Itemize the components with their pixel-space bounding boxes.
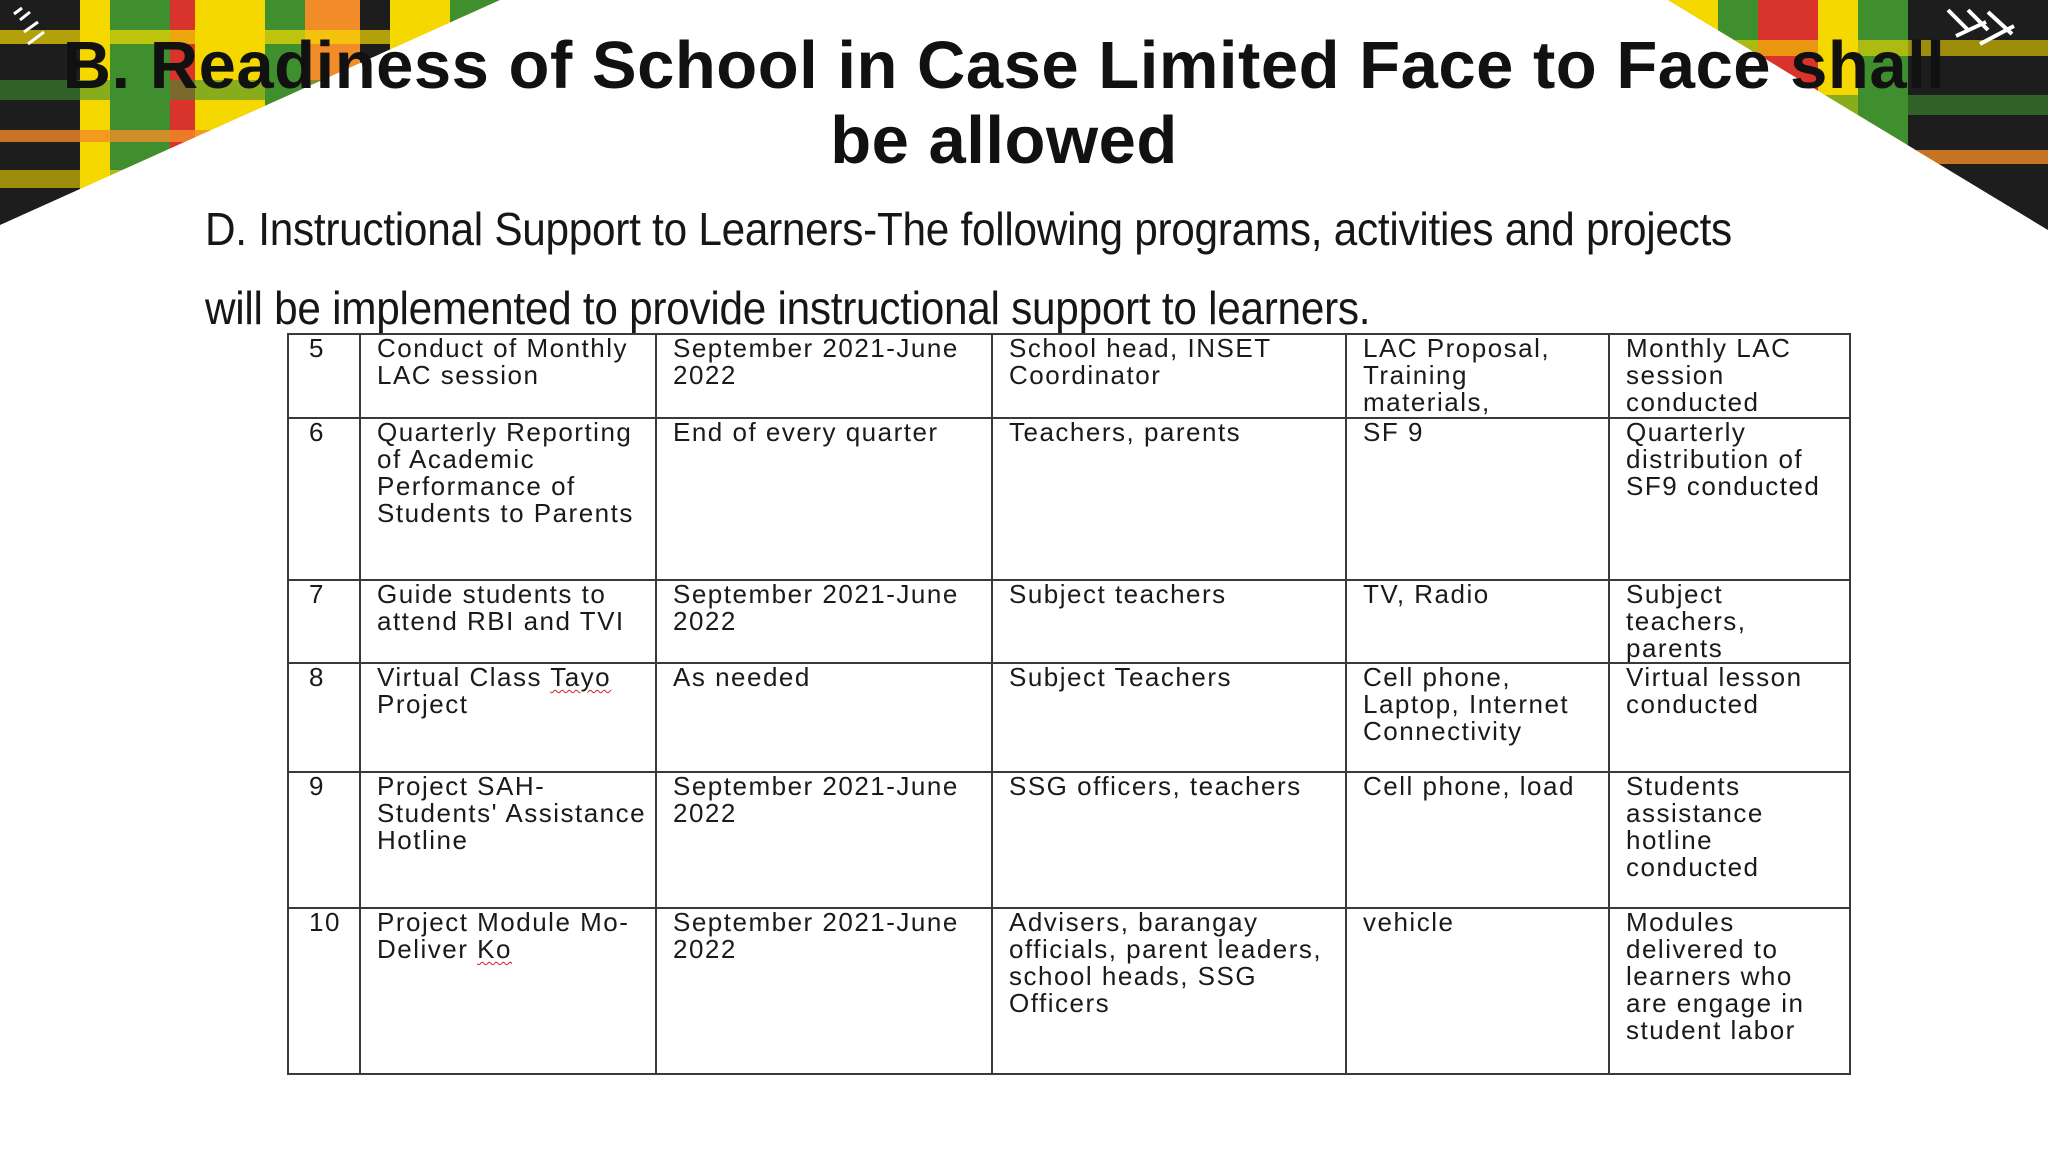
activity-cell: Conduct of Monthly LAC session [360, 334, 656, 418]
activity-text-part: Project Module Mo- Deliver [377, 908, 630, 964]
resources-cell: LAC Proposal, Training materials, [1346, 334, 1609, 418]
success-indicator-cell: Monthly LAC session conducted [1609, 334, 1850, 418]
persons-involved-cell: Teachers, parents [992, 418, 1346, 580]
row-number: 10 [288, 908, 360, 1074]
activity-cell: Project SAH-Students' Assistance Hotline [360, 772, 656, 908]
slide-subtitle: D. Instructional Support to Learners-The following programs, activities and projects will be implemented to provide instructional support to learners. [205, 203, 1732, 334]
activity-text-part: Project [377, 689, 469, 719]
instructional-support-table [287, 333, 1851, 1075]
slide-title: B. Readiness of School in Case Limited Face to Face shall be allowed [62, 28, 1946, 178]
table-row [288, 580, 1850, 663]
success-indicator-cell: Virtual lesson conducted [1609, 663, 1850, 772]
activity-text [377, 909, 649, 963]
table-row [288, 418, 1850, 580]
success-indicator-cell: Subject teachers, parents [1609, 580, 1850, 663]
resources-cell: TV, Radio [1346, 580, 1609, 663]
success-indicator-cell: Quarterly distribution of SF9 conducted [1609, 418, 1850, 580]
resources-cell: Cell phone, load [1346, 772, 1609, 908]
table-row [288, 663, 1850, 772]
spellcheck-flagged-word: Tayo [550, 663, 612, 692]
persons-involved-cell: School head, INSET Coordinator [992, 334, 1346, 418]
row-number: 7 [288, 580, 360, 663]
time-frame-cell: As needed [656, 663, 992, 772]
activity-cell: Quarterly Reporting of Academic Performance of Students to Parents [360, 418, 656, 580]
time-frame-cell: September 2021-June 2022 [656, 334, 992, 418]
time-frame-cell: September 2021-June 2022 [656, 908, 992, 1074]
table-row [288, 908, 1850, 1074]
success-indicator-cell: Modules delivered to learners who are engage in student labor [1609, 908, 1850, 1074]
persons-involved-cell: Subject Teachers [992, 663, 1346, 772]
row-number: 9 [288, 772, 360, 908]
persons-involved-cell: Advisers, barangay officials, parent leaders, school heads, SSG Officers [992, 908, 1346, 1074]
spellcheck-flagged-word: Ko [477, 934, 512, 964]
row-number: 8 [288, 663, 360, 772]
resources-cell: Cell phone, Laptop, Internet Connectivity [1346, 663, 1609, 772]
resources-cell: vehicle [1346, 908, 1609, 1074]
activity-cell [360, 908, 656, 1074]
success-indicator-cell: Students assistance hotline conducted [1609, 772, 1850, 908]
persons-involved-cell: Subject teachers [992, 580, 1346, 663]
time-frame-cell: September 2021-June 2022 [656, 772, 992, 908]
resources-cell: SF 9 [1346, 418, 1609, 580]
activity-cell [360, 663, 656, 772]
row-number: 6 [288, 418, 360, 580]
activity-text-part: Virtual Class [377, 663, 551, 692]
time-frame-cell: End of every quarter [656, 418, 992, 580]
table-row [288, 334, 1850, 418]
time-frame-cell: September 2021-June 2022 [656, 580, 992, 663]
persons-involved-cell: SSG officers, teachers [992, 772, 1346, 908]
row-number: 5 [288, 334, 360, 418]
table-row [288, 772, 1850, 908]
activity-cell: Guide students to attend RBI and TVI [360, 580, 656, 663]
activity-text [377, 664, 649, 718]
